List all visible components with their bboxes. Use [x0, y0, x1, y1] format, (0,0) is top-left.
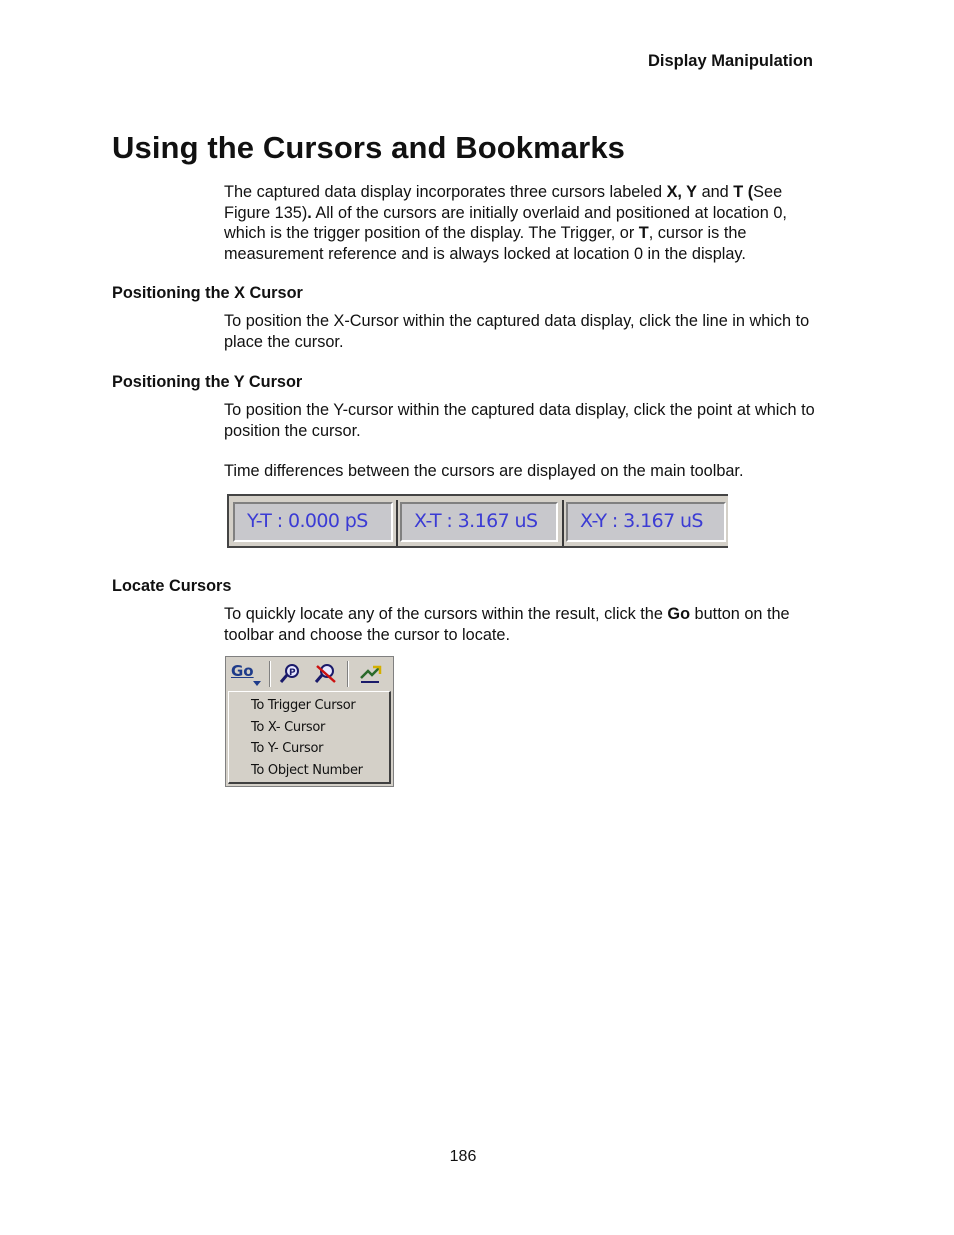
intro-bold-period: . — [307, 203, 312, 222]
menu-item-object-number[interactable]: To Object Number — [251, 763, 363, 778]
intro-text-3: See Figure 135) — [224, 183, 783, 222]
intro-bold-t2: T — [638, 224, 649, 242]
intro-text-2: and — [697, 183, 734, 201]
status-xy: X-Y : 3.167 uS — [566, 502, 726, 542]
go-menu-screenshot — [225, 656, 394, 787]
status-separator — [396, 500, 398, 546]
intro-bold-t: T ( — [733, 183, 754, 201]
locate-bold-go: Go — [667, 605, 691, 623]
toolbar-note: Time differences between the cursors are displayed on the main toolbar. — [224, 462, 744, 480]
locate-heading: Locate Cursors — [112, 577, 232, 595]
status-xt: X-T : 3.167 uS — [400, 502, 558, 542]
menu-item-trigger-cursor[interactable]: To Trigger Cursor — [251, 698, 356, 713]
x-cursor-heading: Positioning the X Cursor — [112, 284, 303, 302]
find-pattern-icon[interactable] — [278, 662, 302, 686]
go-toolbar — [226, 657, 394, 690]
intro-text-4: All of the cursors are initially overlaid and positioned at location 0, which is the trigger position of the display. The Trigger, or — [224, 203, 787, 242]
toolbar-separator — [347, 661, 349, 687]
locate-text-2: button on the toolbar and choose the cursor to locate. — [224, 605, 790, 644]
go-button[interactable] — [231, 662, 263, 686]
y-cursor-heading: Positioning the Y Cursor — [112, 373, 303, 391]
status-yt: Y-T : 0.000 pS — [233, 502, 393, 542]
menu-item-y-cursor[interactable]: To Y- Cursor — [251, 741, 324, 756]
menu-item-x-cursor[interactable]: To X- Cursor — [251, 720, 326, 735]
page-title: Using the Cursors and Bookmarks — [112, 130, 625, 165]
svg-text:P: P — [289, 668, 296, 678]
page-number: 186 — [449, 1148, 477, 1165]
intro-text-5: , cursor is the measurement reference and is always locked at location 0 in the display. — [224, 224, 747, 263]
locate-text-1: To quickly locate any of the cursors within the result, click the — [224, 605, 668, 623]
section-header: Display Manipulation — [647, 52, 813, 70]
go-dropdown-menu — [228, 691, 391, 784]
dropdown-arrow-icon — [253, 681, 261, 686]
go-button-label: Go — [231, 662, 254, 680]
intro-bold-xy: X, Y — [666, 183, 698, 201]
intro-paragraph — [224, 182, 816, 264]
clear-pattern-icon[interactable] — [313, 662, 337, 686]
locate-text — [224, 604, 816, 645]
x-cursor-text: To position the X-Cursor within the captured data display, click the line in which to place the cursor. — [224, 312, 810, 351]
jump-icon[interactable] — [358, 662, 382, 686]
y-cursor-text: To position the Y-cursor within the captured data display, click the point at which to position the cursor. — [224, 401, 815, 440]
toolbar-separator — [269, 661, 271, 687]
cursor-status-toolbar — [227, 494, 728, 548]
intro-text-1: The captured data display incorporates three cursors labeled — [224, 183, 667, 201]
status-separator — [562, 500, 564, 546]
